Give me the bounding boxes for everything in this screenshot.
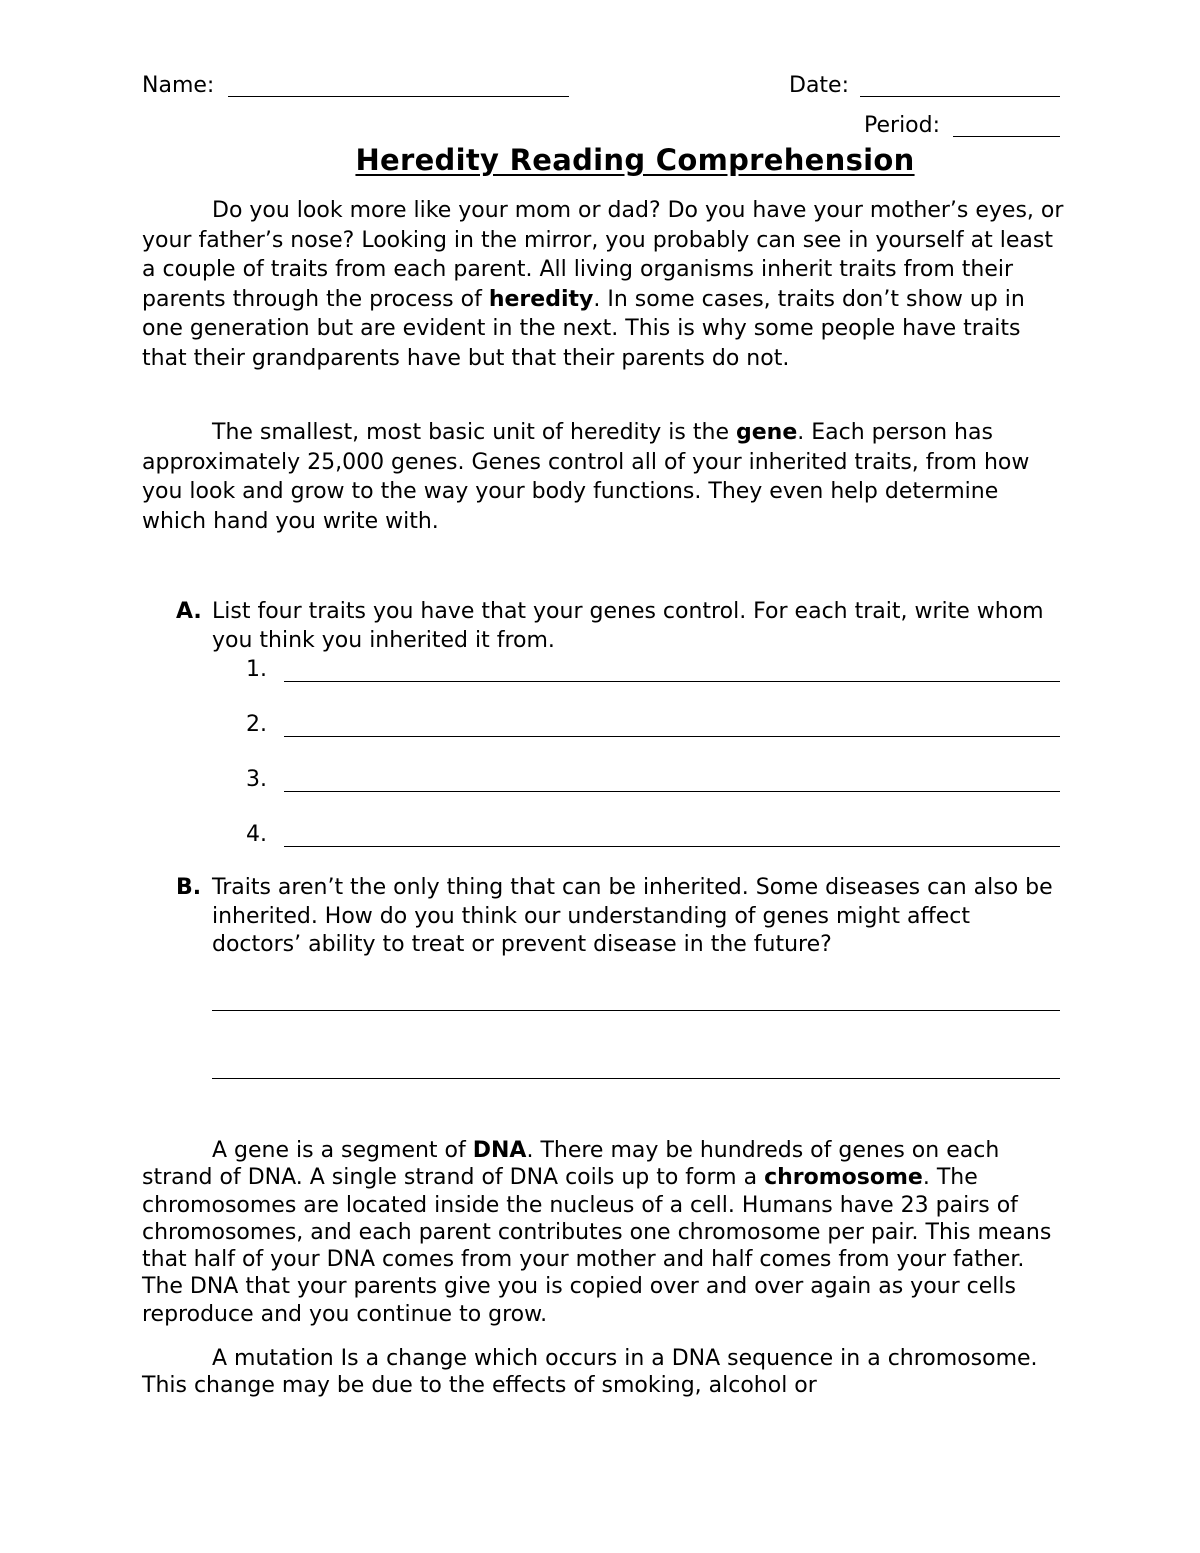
- term-dna: DNA: [472, 1138, 527, 1163]
- answer-a-number-2: 2.: [246, 712, 267, 737]
- answer-b-line-1[interactable]: [212, 1010, 1060, 1011]
- term-chromosome: chromosome: [764, 1165, 923, 1191]
- question-a-letter: A.: [176, 599, 202, 624]
- question-b: [176, 874, 1066, 960]
- answer-b-line-2[interactable]: [212, 1078, 1060, 1079]
- answer-a-line-1[interactable]: [284, 681, 1060, 682]
- answer-a-number-4: 4.: [246, 822, 267, 847]
- question-b-letter: B.: [176, 875, 202, 900]
- date-label: Date:: [789, 73, 849, 98]
- paragraph-heredity: Do you look more like your mom or dad? Do you have your mother’s eyes, or your father’s nose? Looking in the mirror, you probably can see in yourself at least a couple of traits from each parent. All living organisms inherit traits from their parents through the process of heredity. In some cases, traits don’t show up in one generation but are evident in the next. This is why some people have traits that their grandparents have but that their parents do not.: [142, 198, 1064, 371]
- answer-a-line-4[interactable]: [284, 846, 1060, 847]
- page-title: Heredity Reading Comprehension: [355, 143, 915, 177]
- question-a: [176, 598, 1066, 655]
- answer-a-number-3: 3.: [246, 767, 267, 792]
- paragraph-gene: The smallest, most basic unit of heredity is the gene. Each person has approximately 25,000 genes. Genes control all of your inherited traits, from how you look and grow to the way your body functions. They even help determine which hand you write with.: [142, 420, 1030, 534]
- question-a-text: List four traits you have that your genes control. For each trait, write whom you think you inherited it from.: [212, 599, 1044, 653]
- answer-a-line-3[interactable]: [284, 791, 1060, 792]
- term-heredity: heredity: [488, 286, 594, 312]
- name-label: Name:: [142, 73, 215, 98]
- name-field[interactable]: [228, 96, 569, 97]
- term-gene: gene: [735, 420, 798, 445]
- date-field[interactable]: [860, 96, 1060, 97]
- period-label: Period:: [864, 113, 941, 138]
- question-b-text: Traits aren’t the only thing that can be inherited. Some diseases can also be inherited. How do you think our understanding of genes might affect doctors’ ability to treat or prevent disease in the future?: [212, 875, 1053, 957]
- period-field[interactable]: [953, 136, 1060, 137]
- paragraph-dna: A gene is a segment of DNA. There may be hundreds of genes on each strand of DNA. A single strand of DNA coils up to form a chromosome. The chromosomes are located inside the nucleus of a cell. Humans have 23 pairs of chromosomes, and each parent contributes one chromosome per pair. This means that half of your DNA comes from your mother and half comes from your father. The DNA that your parents give you is copied over and over again as your cells reproduce and you continue to grow.: [142, 1138, 1052, 1327]
- paragraph-mutation: A mutation Is a change which occurs in a DNA sequence in a chromosome. This change may be due to the effects of smoking, alcohol or: [142, 1346, 1038, 1399]
- answer-a-line-2[interactable]: [284, 736, 1060, 737]
- answer-a-number-1: 1.: [246, 657, 267, 682]
